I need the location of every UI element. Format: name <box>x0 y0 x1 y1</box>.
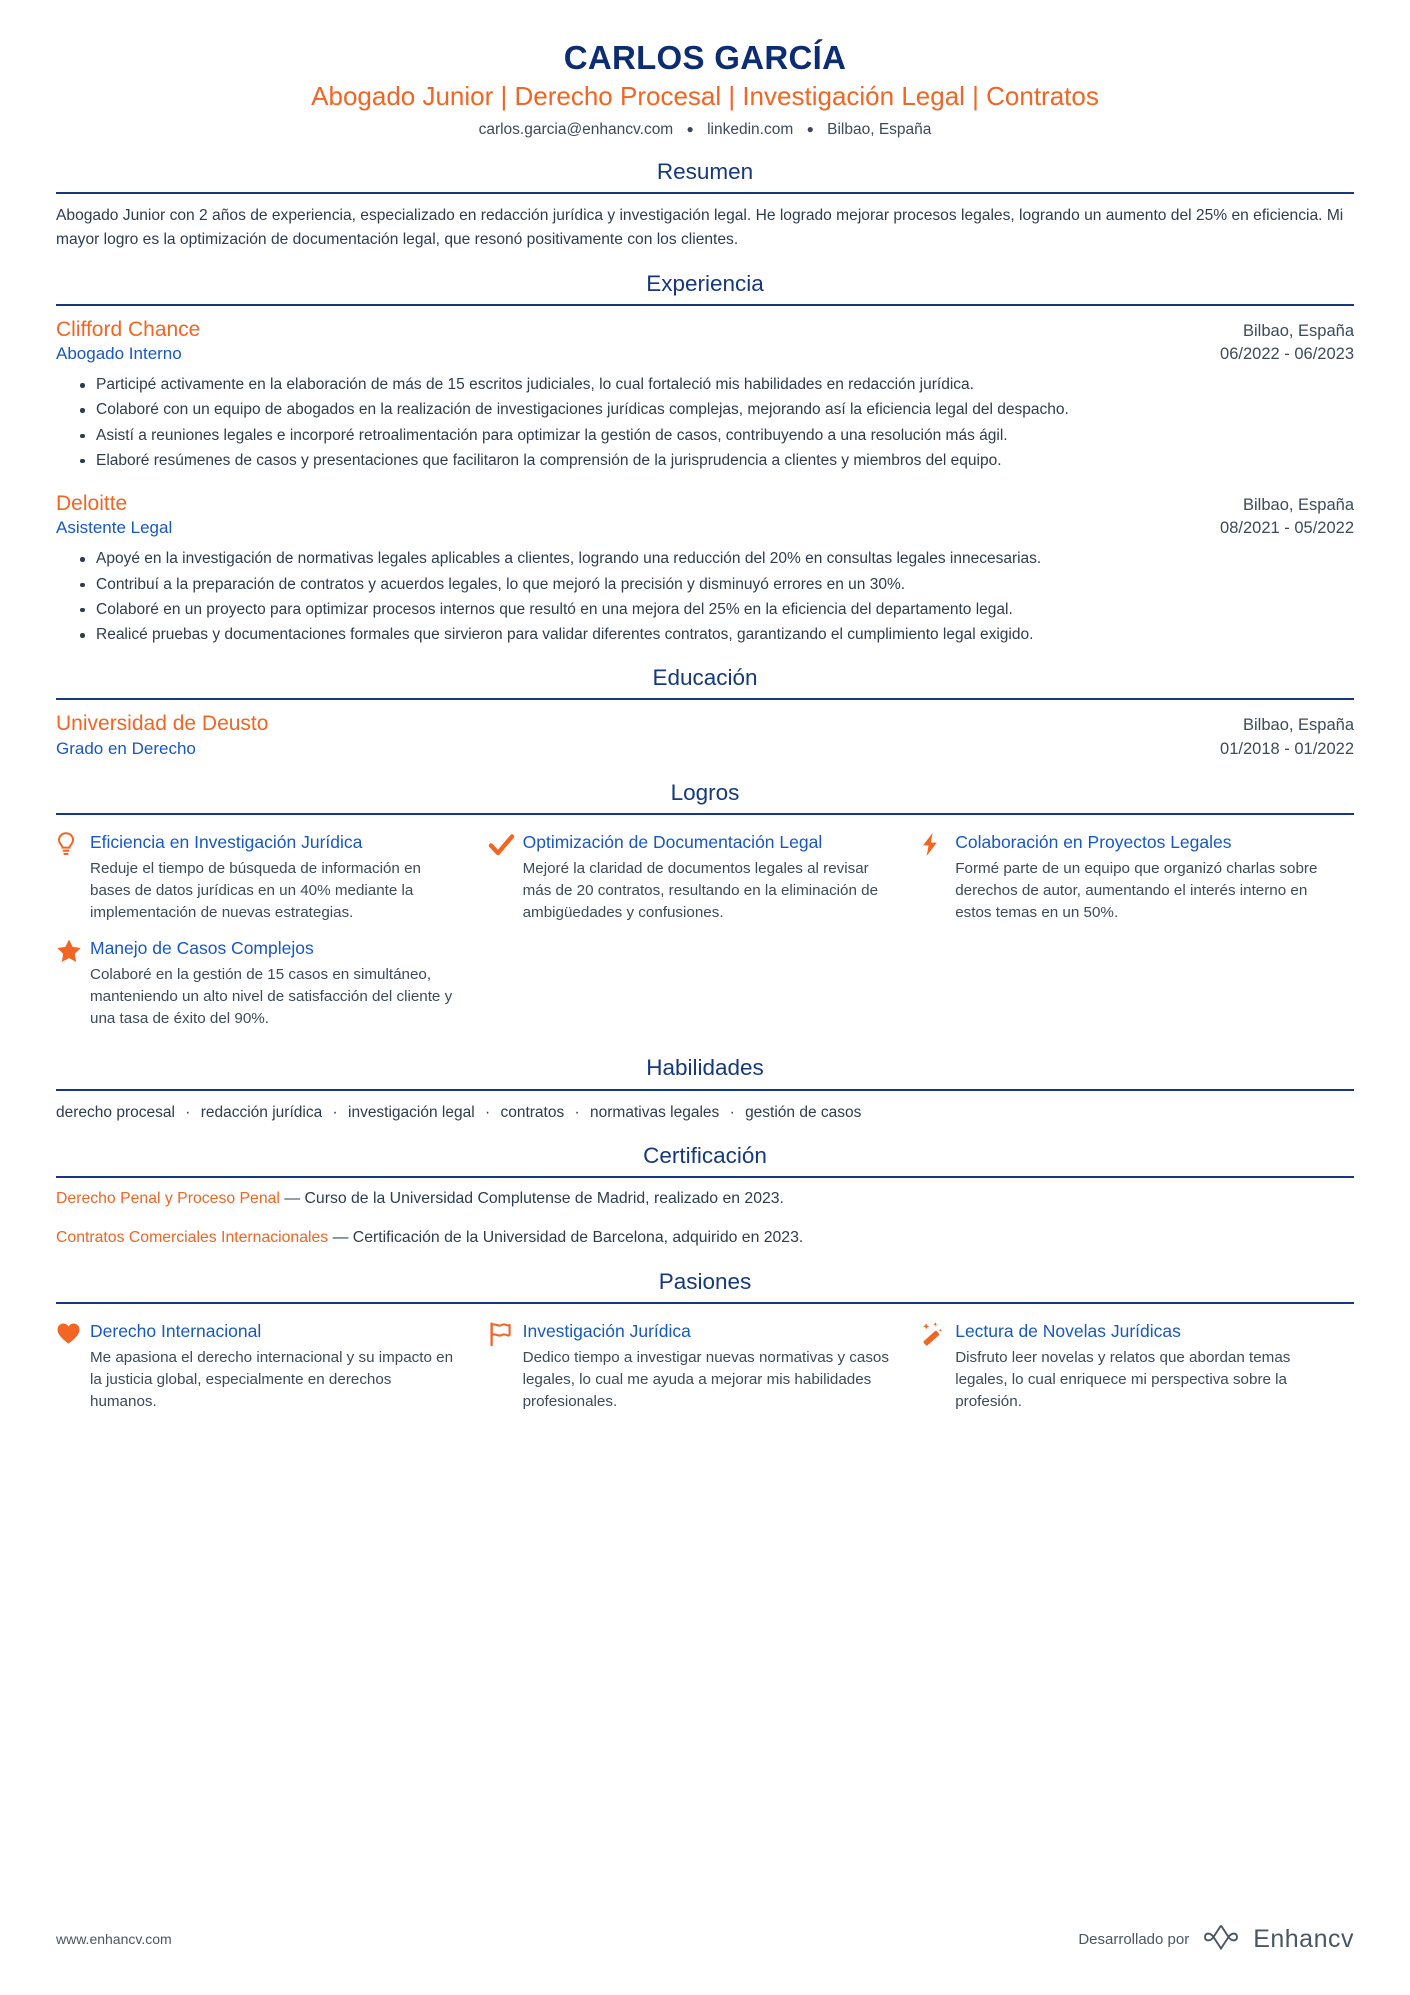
skill-separator-icon: · <box>332 1103 338 1121</box>
achievement-card <box>56 931 489 1037</box>
contact-separator-icon: ● <box>686 122 694 137</box>
passion-title: Investigación Jurídica <box>522 1320 691 1341</box>
professional-headline: Abogado Junior | Derecho Procesal | Investigación Legal | Contratos <box>311 80 1099 111</box>
certification-description: — Curso de la Universidad Complutense de Madrid, realizado en 2023. <box>284 1189 784 1207</box>
star-icon <box>56 937 90 963</box>
education-entry <box>56 710 1354 760</box>
education-degree: Grado en Derecho <box>56 738 196 758</box>
list-item: Apoyé en la investigación de normativas legales aplicables a clientes, logrando una reducción del 20% en consultas legales innecesarias. <box>80 547 1354 570</box>
section-divider <box>56 698 1354 700</box>
achievement-card <box>921 825 1354 931</box>
list-item: Elaboré resúmenes de casos y presentaciones que facilitaron la comprensión de la jurisprudencia a clientes y miembros del equipo. <box>80 449 1354 472</box>
skill-separator-icon: · <box>484 1103 491 1121</box>
summary-text: Abogado Junior con 2 años de experiencia, especializado en redacción jurídica y investigación legal. He logrado mejorar procesos legales, logrando un aumento del 25% en eficiencia. Mi mayor logro es la optimización de documentación legal, que resonó positivamente con los clientes. <box>56 207 1344 249</box>
skill-item: contratos <box>500 1103 565 1121</box>
contact-line <box>56 120 1354 140</box>
experience-entry <box>56 316 1354 472</box>
achievement-title: Optimización de Documentación Legal <box>522 831 823 852</box>
section-title-certification: Certificación <box>643 1142 767 1168</box>
section-experience <box>56 270 1354 647</box>
experience-bullets <box>56 547 1354 646</box>
contact-linkedin[interactable]: linkedin.com <box>707 121 794 139</box>
section-education <box>56 664 1354 760</box>
passion-description: Dedico tiempo a investigar nuevas normativas y casos legales, lo cual me ayuda a mejorar mis habilidades profesionales. <box>522 1349 889 1411</box>
education-dates: 01/2018 - 01/2022 <box>1220 739 1354 758</box>
section-divider <box>56 304 1354 306</box>
contact-email[interactable]: carlos.garcia@enhancv.com <box>478 121 674 139</box>
page-title: CARLOS GARCÍA <box>563 39 847 76</box>
experience-dates: 06/2022 - 06/2023 <box>1220 345 1354 364</box>
footer-website-url[interactable]: www.enhancv.com <box>56 1931 172 1947</box>
passion-card <box>56 1314 489 1420</box>
footer-branding <box>1078 1925 1354 1953</box>
experience-role: Abogado Interno <box>56 344 182 364</box>
achievement-title: Eficiencia en Investigación Jurídica <box>90 831 363 852</box>
list-item: Realicé pruebas y documentaciones formales que sirvieron para validar diferentes contratos, garantizando el cumplimiento legal exigido. <box>80 623 1354 646</box>
magic-wand-icon <box>921 1320 955 1346</box>
experience-dates: 08/2021 - 05/2022 <box>1220 519 1354 538</box>
section-summary <box>56 158 1354 252</box>
section-title-skills: Habilidades <box>646 1055 764 1081</box>
skill-item: gestión de casos <box>745 1103 862 1121</box>
achievement-description: Reduje el tiempo de búsqueda de información en bases de datos jurídicas en un 40% mediante la implementación de nuevas estrategias. <box>90 860 421 922</box>
list-item: Contribuí a la preparación de contratos y acuerdos legales, lo que mejoró la precisión y disminuyó errores en un 30%. <box>80 573 1354 596</box>
section-title-experience: Experiencia <box>646 270 764 296</box>
section-divider <box>56 813 1354 815</box>
passion-card <box>489 1314 922 1420</box>
certification-description: — Certificación de la Universidad de Barcelona, adquirido en 2023. <box>332 1228 804 1246</box>
footer-developed-by-label: Desarrollado por <box>1078 1930 1190 1948</box>
section-passions <box>56 1268 1354 1420</box>
lightning-bolt-icon <box>921 831 955 857</box>
experience-location: Bilbao, España <box>1243 321 1354 340</box>
list-item: Colaboré en un proyecto para optimizar procesos internos que resultó en una mejora del 25% en la eficiencia del departamento legal. <box>80 598 1354 621</box>
section-title-summary: Resumen <box>656 159 754 185</box>
experience-entry <box>56 490 1354 646</box>
certification-name: Contratos Comerciales Internacionales <box>56 1228 329 1246</box>
passions-grid <box>56 1314 1354 1420</box>
skill-separator-icon: · <box>574 1103 580 1121</box>
contact-location: Bilbao, España <box>827 121 932 139</box>
achievement-description: Colaboré en la gestión de 15 casos en simultáneo, manteniendo un alto nivel de satisfacción del cliente y una tasa de éxito del 90%. <box>90 965 453 1028</box>
contact-separator-icon: ● <box>806 122 814 137</box>
section-divider <box>56 1089 1354 1091</box>
certification-item <box>56 1227 1354 1250</box>
flag-icon <box>489 1320 523 1346</box>
education-organization: Universidad de Deusto <box>56 712 269 736</box>
achievement-title: Colaboración en Proyectos Legales <box>955 831 1232 852</box>
check-icon <box>489 831 523 857</box>
skill-item: normativas legales <box>590 1103 720 1121</box>
skill-item: derecho procesal <box>56 1103 175 1121</box>
section-divider <box>56 1302 1354 1304</box>
passion-description: Disfruto leer novelas y relatos que abordan temas legales, lo cual enriquece mi perspectiva sobre la profesión. <box>955 1349 1291 1411</box>
skills-list <box>56 1101 1354 1124</box>
achievements-grid <box>56 825 1354 1037</box>
section-title-education: Educación <box>652 665 758 691</box>
experience-location: Bilbao, España <box>1243 496 1354 515</box>
section-certification <box>56 1142 1354 1250</box>
passion-card <box>921 1314 1354 1420</box>
section-skills <box>56 1054 1354 1123</box>
section-title-achievements: Logros <box>670 779 740 805</box>
heart-icon <box>56 1320 90 1346</box>
skill-item: investigación legal <box>348 1103 475 1121</box>
resume-header <box>56 38 1354 140</box>
skill-item: redacción jurídica <box>200 1103 323 1121</box>
achievement-card <box>489 825 922 931</box>
skill-separator-icon: · <box>729 1103 735 1121</box>
experience-bullets <box>56 373 1354 472</box>
certification-item <box>56 1188 1354 1211</box>
passion-description: Me apasiona el derecho internacional y su impacto en la justicia global, especialmente en derechos humanos. <box>90 1349 454 1411</box>
section-title-passions: Pasiones <box>658 1268 752 1294</box>
enhancv-logo-icon <box>1199 1925 1243 1953</box>
passion-title: Derecho Internacional <box>90 1320 262 1341</box>
passion-title: Lectura de Novelas Jurídicas <box>955 1320 1181 1341</box>
section-divider <box>56 1176 1354 1178</box>
experience-role: Asistente Legal <box>56 518 173 538</box>
section-divider <box>56 192 1354 194</box>
education-location: Bilbao, España <box>1243 716 1354 735</box>
achievement-description: Mejoré la claridad de documentos legales al revisar más de 20 contratos, resultando en la eliminación de ambigüedades y confusiones. <box>522 860 879 922</box>
experience-organization: Deloitte <box>56 492 128 516</box>
achievement-title: Manejo de Casos Complejos <box>90 937 314 958</box>
page-footer <box>56 1925 1354 1953</box>
footer-brand-name: Enhancv <box>1253 1924 1354 1953</box>
list-item: Colaboré con un equipo de abogados en la realización de investigaciones jurídicas complejas, mejorando así la eficiencia legal del despacho. <box>80 398 1354 421</box>
skill-separator-icon: · <box>185 1103 191 1121</box>
achievement-card <box>56 825 489 931</box>
list-item: Participé activamente en la elaboración de más de 15 escritos judiciales, lo cual fortaleció mis habilidades en redacción jurídica. <box>80 373 1354 396</box>
certification-name: Derecho Penal y Proceso Penal <box>56 1189 280 1207</box>
section-achievements <box>56 779 1354 1037</box>
experience-organization: Clifford Chance <box>56 317 201 341</box>
list-item: Asistí a reuniones legales e incorporé retroalimentación para optimizar la gestión de casos, contribuyendo a una resolución más ágil. <box>80 424 1354 447</box>
achievement-description: Formé parte de un equipo que organizó charlas sobre derechos de autor, aumentando el interés interno en estos temas en un 50%. <box>955 860 1318 922</box>
lightbulb-icon <box>56 831 90 857</box>
